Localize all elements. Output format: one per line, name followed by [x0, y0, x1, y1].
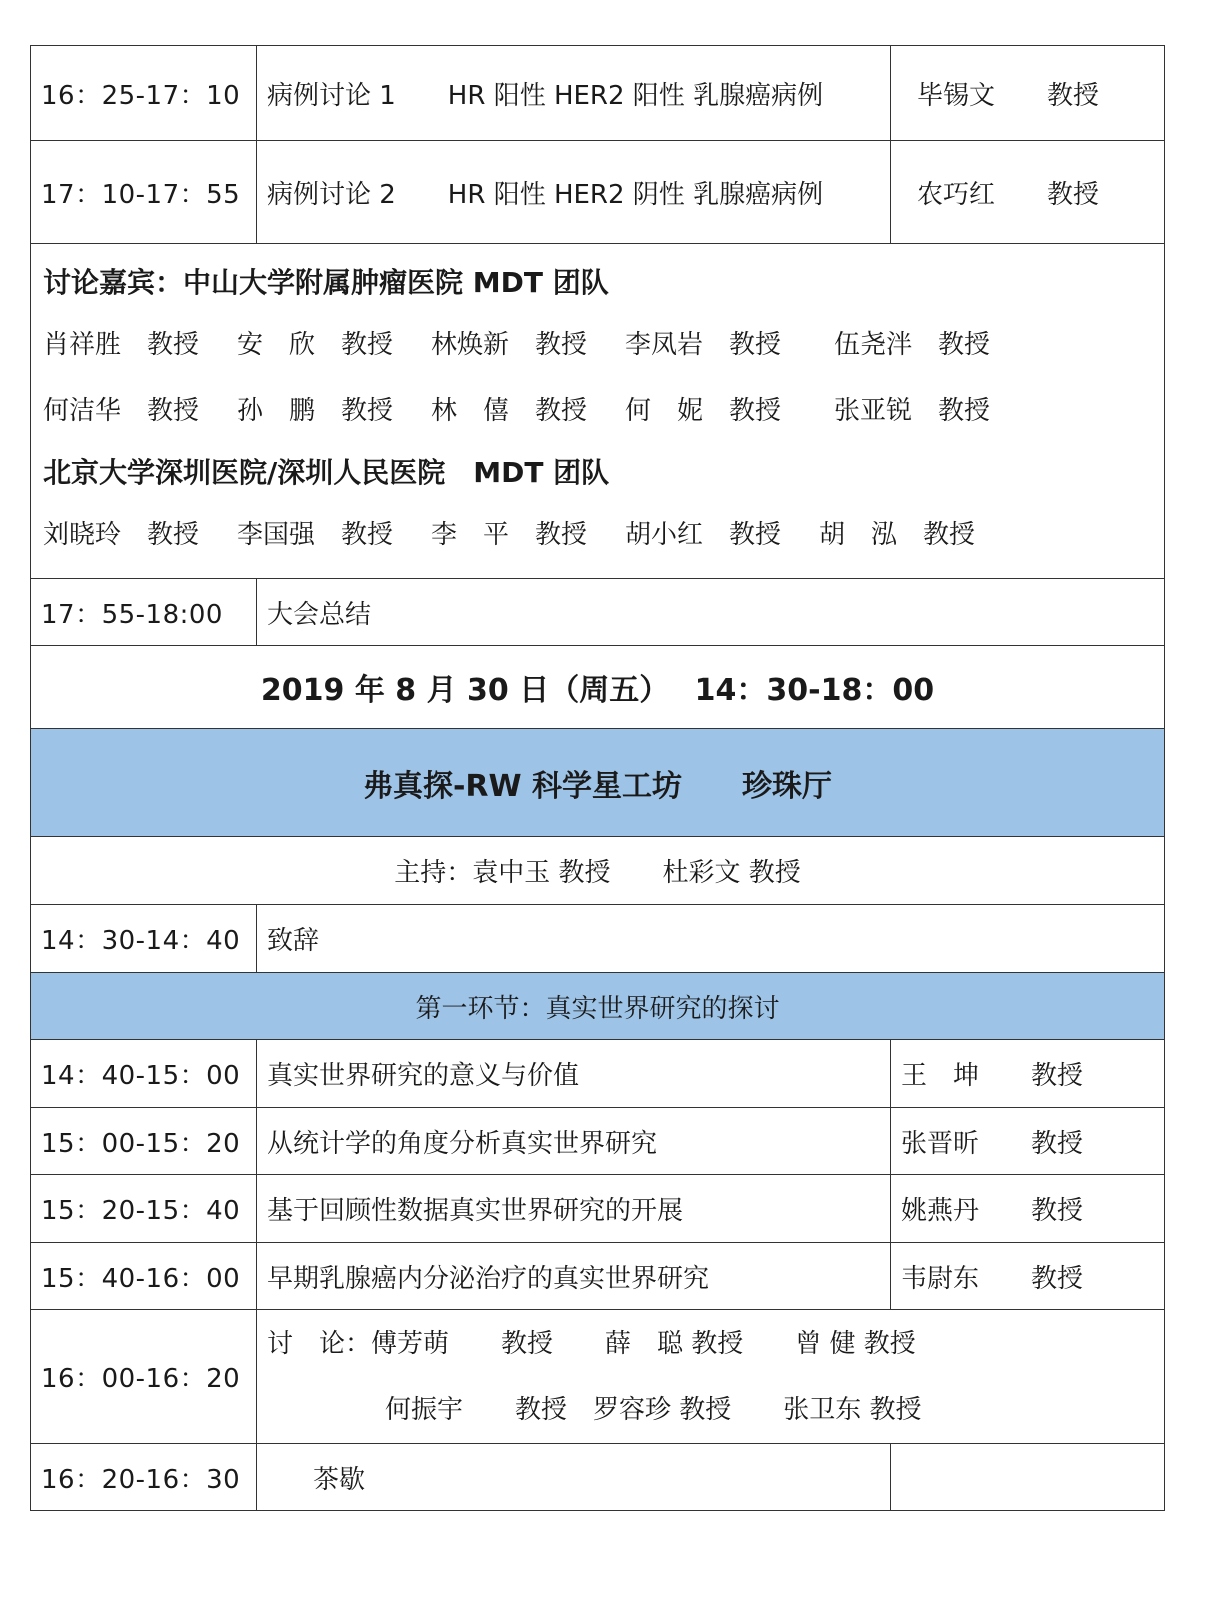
guest-name: 胡 泓	[819, 520, 898, 550]
guest-line-1	[43, 312, 1152, 378]
guest-title: 教授	[729, 396, 782, 426]
empty-cell	[891, 1444, 1165, 1511]
time-cell: 15：40-16：00	[31, 1243, 257, 1310]
topic-cell: 病例讨论 1 HR 阳性 HER2 阳性 乳腺癌病例	[257, 46, 891, 141]
guest-title: 教授	[938, 330, 991, 360]
speaker-cell: 韦尉东 教授	[891, 1243, 1165, 1310]
table-row	[31, 579, 1165, 646]
time-cell: 15：20-15：40	[31, 1175, 257, 1243]
time-cell: 16：20-16：30	[31, 1444, 257, 1511]
speaker-cell: 农巧红 教授	[891, 141, 1165, 244]
date-header: 2019 年 8 月 30 日（周五） 14：30-18：00	[31, 646, 1165, 729]
guest-heading-2: 北京大学深圳医院/深圳人民医院 MDT 团队	[43, 456, 610, 489]
topic-cell: 致辞	[257, 905, 1165, 973]
guest-name: 胡小红	[625, 520, 704, 550]
guest-line-3	[43, 502, 1152, 568]
guest-name: 何 妮	[625, 396, 704, 426]
hosts: 主持：袁中玉 教授 杜彩文 教授	[31, 837, 1165, 905]
table-row	[31, 1108, 1165, 1175]
guest-heading-1: 讨论嘉宾：中山大学附属肿瘤医院 MDT 团队	[43, 266, 609, 299]
hosts-row	[31, 837, 1165, 905]
session-title-row	[31, 729, 1165, 837]
guest-name: 李凤岩	[625, 330, 704, 360]
table-row	[31, 1040, 1165, 1108]
table-row	[31, 905, 1165, 973]
time-cell: 17：10-17：55	[31, 141, 257, 244]
guest-title: 教授	[341, 330, 394, 360]
discussion-line-2: 何振宇 教授 罗容珍 教授 张卫东 教授	[385, 1394, 922, 1425]
table-row	[31, 1175, 1165, 1243]
guest-title: 教授	[923, 520, 976, 550]
guest-title: 教授	[938, 396, 991, 426]
section-title-row	[31, 973, 1165, 1040]
guest-title: 教授	[341, 396, 394, 426]
guest-name: 李国强	[237, 520, 316, 550]
guest-name: 孙 鹏	[237, 396, 316, 426]
guest-title: 教授	[535, 520, 588, 550]
guest-name: 林 僖	[431, 396, 510, 426]
discussion-row	[31, 1310, 1165, 1444]
topic-cell: 从统计学的角度分析真实世界研究	[257, 1108, 891, 1175]
guest-name: 林焕新	[431, 330, 510, 360]
topic-cell: 茶歇	[257, 1444, 891, 1511]
table-row	[31, 141, 1165, 244]
speaker-cell: 毕锡文 教授	[891, 46, 1165, 141]
guest-name: 李 平	[431, 520, 510, 550]
time-cell: 16：00-16：20	[31, 1310, 257, 1444]
guest-name: 安 欣	[237, 330, 316, 360]
guest-name: 何洁华	[43, 396, 122, 426]
guest-row	[31, 244, 1165, 579]
guest-title: 教授	[729, 520, 782, 550]
topic-cell: 病例讨论 2 HR 阳性 HER2 阴性 乳腺癌病例	[257, 141, 891, 244]
time-cell: 17：55-18:00	[31, 579, 257, 646]
topic-cell: 基于回顾性数据真实世界研究的开展	[257, 1175, 891, 1243]
speaker-cell: 张晋昕 教授	[891, 1108, 1165, 1175]
topic-cell: 早期乳腺癌内分泌治疗的真实世界研究	[257, 1243, 891, 1310]
guest-name: 肖祥胜	[43, 330, 122, 360]
table-row	[31, 1243, 1165, 1310]
time-cell: 14：30-14：40	[31, 905, 257, 973]
guest-title: 教授	[535, 396, 588, 426]
time-cell: 16：25-17：10	[31, 46, 257, 141]
speaker-cell: 姚燕丹 教授	[891, 1175, 1165, 1243]
guest-title: 教授	[729, 330, 782, 360]
guest-line-2	[43, 378, 1152, 444]
guest-name: 刘晓玲	[43, 520, 122, 550]
date-header-row	[31, 646, 1165, 729]
section-title: 第一环节：真实世界研究的探讨	[31, 973, 1165, 1040]
guest-title: 教授	[147, 330, 200, 360]
guest-title: 教授	[147, 396, 200, 426]
guest-name: 张亚锐	[834, 396, 913, 426]
guest-title: 教授	[341, 520, 394, 550]
guest-block	[31, 244, 1165, 579]
table-row	[31, 46, 1165, 141]
time-cell: 15：00-15：20	[31, 1108, 257, 1175]
schedule-table	[30, 45, 1165, 1511]
time-cell: 14：40-15：00	[31, 1040, 257, 1108]
guest-title: 教授	[147, 520, 200, 550]
topic-cell: 真实世界研究的意义与价值	[257, 1040, 891, 1108]
discussion-line-1: 讨 论：傅芳萌 教授 薛 聪 教授 曾 健 教授	[267, 1328, 916, 1359]
guest-title: 教授	[535, 330, 588, 360]
speaker-cell: 王 坤 教授	[891, 1040, 1165, 1108]
discussion-cell	[257, 1310, 1165, 1444]
topic-cell: 大会总结	[257, 579, 1165, 646]
table-row	[31, 1444, 1165, 1511]
session-title: 弗真探-RW 科学星工坊 珍珠厅	[31, 729, 1165, 837]
guest-name: 伍尧泮	[834, 330, 913, 360]
